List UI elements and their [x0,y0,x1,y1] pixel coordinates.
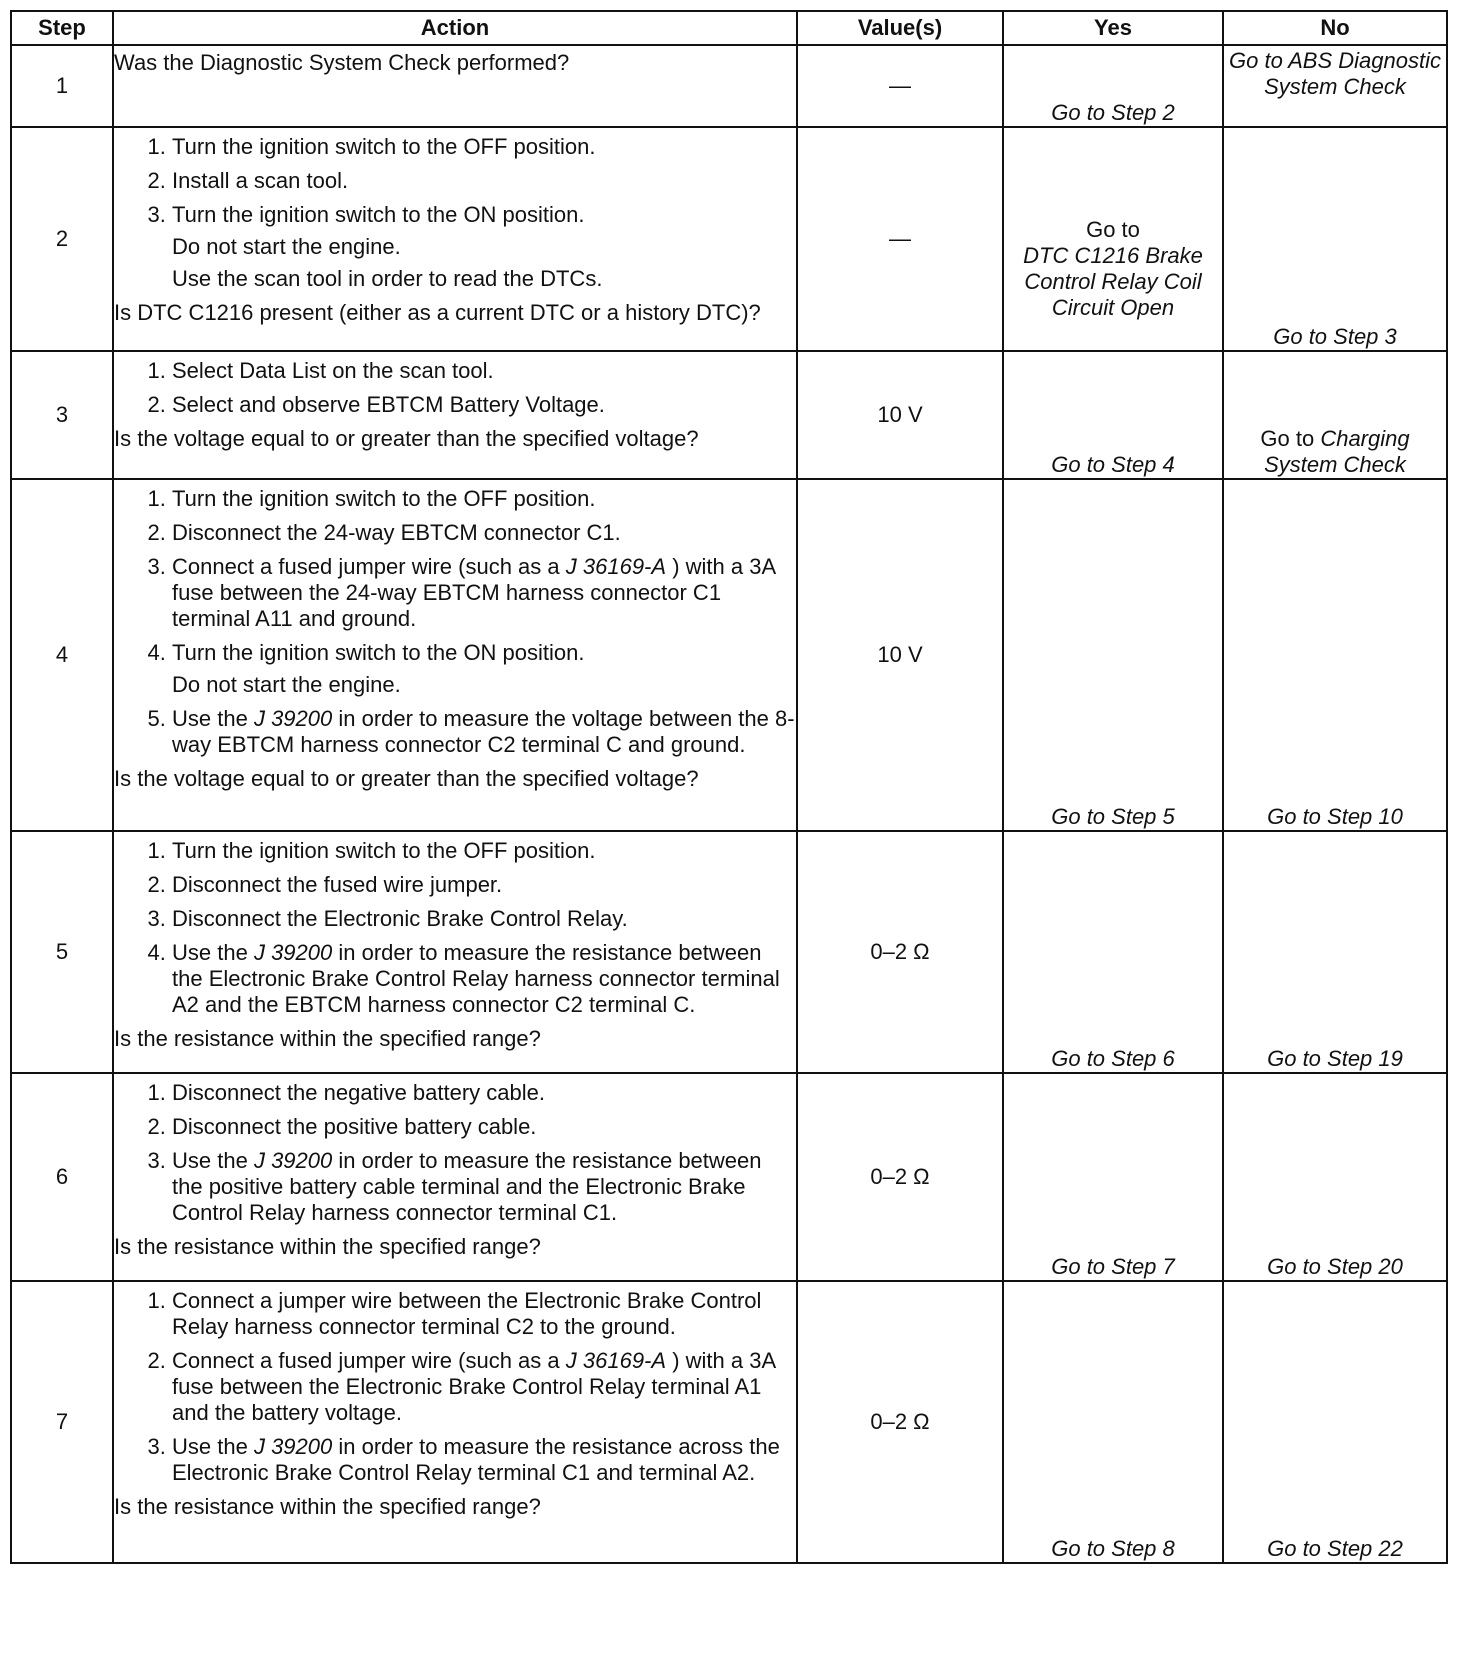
table-row [11,351,1447,479]
question-text: Is the resistance within the specified range? [114,1234,541,1259]
question-text: Is the resistance within the specified range? [114,1026,541,1051]
yes-link[interactable]: DTC C1216 Brake Control Relay Coil Circuit Open [1023,243,1203,320]
tool-name: J 39200 [253,706,333,731]
no-cell[interactable]: Go to Step 22 [1223,1281,1447,1563]
value-cell: 10 V [797,479,1003,831]
header-yes: Yes [1003,11,1223,45]
action-item: 2. Disconnect the 24-way EBTCM connector C1. [172,520,796,546]
action-cell [113,831,797,1073]
action-item: 2. Select and observe EBTCM Battery Voltage. [172,392,796,418]
action-list [114,1080,796,1226]
step-number: 5 [11,831,113,1073]
action-text: in order to measure the voltage between the 8-way EBTCM harness connector C2 terminal C and ground. [172,706,795,757]
action-cell [113,351,797,479]
action-text: Use the [172,1148,248,1173]
action-item: 2. Install a scan tool. [172,168,796,194]
action-item [172,706,796,758]
step-number: 6 [11,1073,113,1281]
step-number: 1 [11,45,113,127]
value-cell: 0–2 Ω [797,1281,1003,1563]
action-item: 1. Connect a jumper wire between the Electronic Brake Control Relay harness connector terminal C2 to the ground. [172,1288,796,1340]
action-item [172,554,796,632]
value-cell: — [797,45,1003,127]
no-link[interactable]: Go to ABS Diagnostic System Check [1229,48,1441,99]
yes-cell [1003,127,1223,351]
question-text: Is the resistance within the specified range? [114,1494,541,1519]
diagnostic-table [10,10,1448,1564]
action-cell [113,479,797,831]
question-text: Is DTC C1216 present (either as a current DTC or a history DTC)? [114,300,761,325]
action-list [114,358,796,418]
yes-cell[interactable]: Go to Step 8 [1003,1281,1223,1563]
action-list [114,838,796,1018]
action-item: 1. Turn the ignition switch to the OFF position. [172,486,796,512]
no-cell[interactable]: Go to Step 3 [1223,127,1447,351]
yes-cell: Go to Step 2 [1003,45,1223,127]
action-item-text: Turn the ignition switch to the ON position. [172,202,585,227]
header-step: Step [11,11,113,45]
value-cell: 0–2 Ω [797,1073,1003,1281]
table-row [11,479,1447,831]
yes-cell[interactable]: Go to Step 5 [1003,479,1223,831]
tool-name: J 39200 [253,1434,333,1459]
action-list [114,1288,796,1486]
action-item [172,1434,796,1486]
action-text: ) with a 3A fuse between the Electronic Brake Control Relay terminal A1 and the battery voltage. [172,1348,775,1425]
no-prefix: Go to [1260,426,1315,451]
tool-name: J 36169-A [565,1348,667,1373]
step-number: 4 [11,479,113,831]
header-row [11,11,1447,45]
table-row [11,45,1447,127]
action-item: 1. Turn the ignition switch to the OFF position. [172,838,796,864]
action-cell [113,1281,797,1563]
action-cell [113,127,797,351]
action-item: 2. Disconnect the positive battery cable. [172,1114,796,1140]
action-item [172,202,796,292]
header-values: Value(s) [797,11,1003,45]
no-cell [1223,45,1447,127]
action-text: Connect a fused jumper wire (such as a [172,554,560,579]
action-list [114,134,796,292]
action-item: 1. Select Data List on the scan tool. [172,358,796,384]
action-text: in order to measure the resistance across the Electronic Brake Control Relay terminal C1 and terminal A2. [172,1434,780,1485]
action-cell [113,1073,797,1281]
action-cell [113,45,797,127]
header-action: Action [113,11,797,45]
action-list [114,486,796,758]
action-text: Use the [172,940,248,965]
table-row [11,1281,1447,1563]
value-cell: — [797,127,1003,351]
action-subtext: Use the scan tool in order to read the DTCs. [172,266,603,291]
action-text: Connect a fused jumper wire (such as a [172,1348,560,1373]
action-subtext: Do not start the engine. [172,672,401,697]
tool-name: J 36169-A [565,554,667,579]
table-row [11,127,1447,351]
table-row [11,1073,1447,1281]
action-item [172,1348,796,1426]
yes-cell[interactable]: Go to Step 7 [1003,1073,1223,1281]
action-subtext: Do not start the engine. [172,234,401,259]
action-text: ) with a 3A fuse between the 24-way EBTCM harness connector C1 terminal A11 and ground. [172,554,775,631]
action-item: 3. Disconnect the Electronic Brake Control Relay. [172,906,796,932]
table-row [11,831,1447,1073]
tool-name: J 39200 [253,940,333,965]
no-cell [1223,351,1447,479]
action-item-text: Turn the ignition switch to the ON position. [172,640,585,665]
no-link[interactable]: Charging System Check [1264,426,1410,477]
action-item [172,1148,796,1226]
yes-prefix: Go to [1086,217,1140,242]
action-text: in order to measure the resistance between the positive battery cable terminal and the Electronic Brake Control Relay harness connector terminal C1. [172,1148,762,1225]
no-cell[interactable]: Go to Step 20 [1223,1073,1447,1281]
header-no: No [1223,11,1447,45]
question-text: Was the Diagnostic System Check performed? [114,50,570,75]
action-item [172,940,796,1018]
action-item: 2. Disconnect the fused wire jumper. [172,872,796,898]
yes-cell[interactable]: Go to Step 6 [1003,831,1223,1073]
step-number: 2 [11,127,113,351]
no-cell[interactable]: Go to Step 19 [1223,831,1447,1073]
action-text: in order to measure the resistance between the Electronic Brake Control Relay harness connector terminal A2 and the EBTCM harness connector C2 terminal C. [172,940,780,1017]
step-number: 7 [11,1281,113,1563]
value-cell: 10 V [797,351,1003,479]
action-item: 1. Disconnect the negative battery cable. [172,1080,796,1106]
question-text: Is the voltage equal to or greater than the specified voltage? [114,426,699,451]
value-cell: 0–2 Ω [797,831,1003,1073]
no-cell[interactable]: Go to Step 10 [1223,479,1447,831]
tool-name: J 39200 [253,1148,333,1173]
question-text: Is the voltage equal to or greater than the specified voltage? [114,766,699,791]
step-number: 3 [11,351,113,479]
action-text: Use the [172,706,248,731]
action-text: Use the [172,1434,248,1459]
action-item: 1. Turn the ignition switch to the OFF position. [172,134,796,160]
action-item [172,640,796,698]
yes-cell[interactable]: Go to Step 4 [1003,351,1223,479]
